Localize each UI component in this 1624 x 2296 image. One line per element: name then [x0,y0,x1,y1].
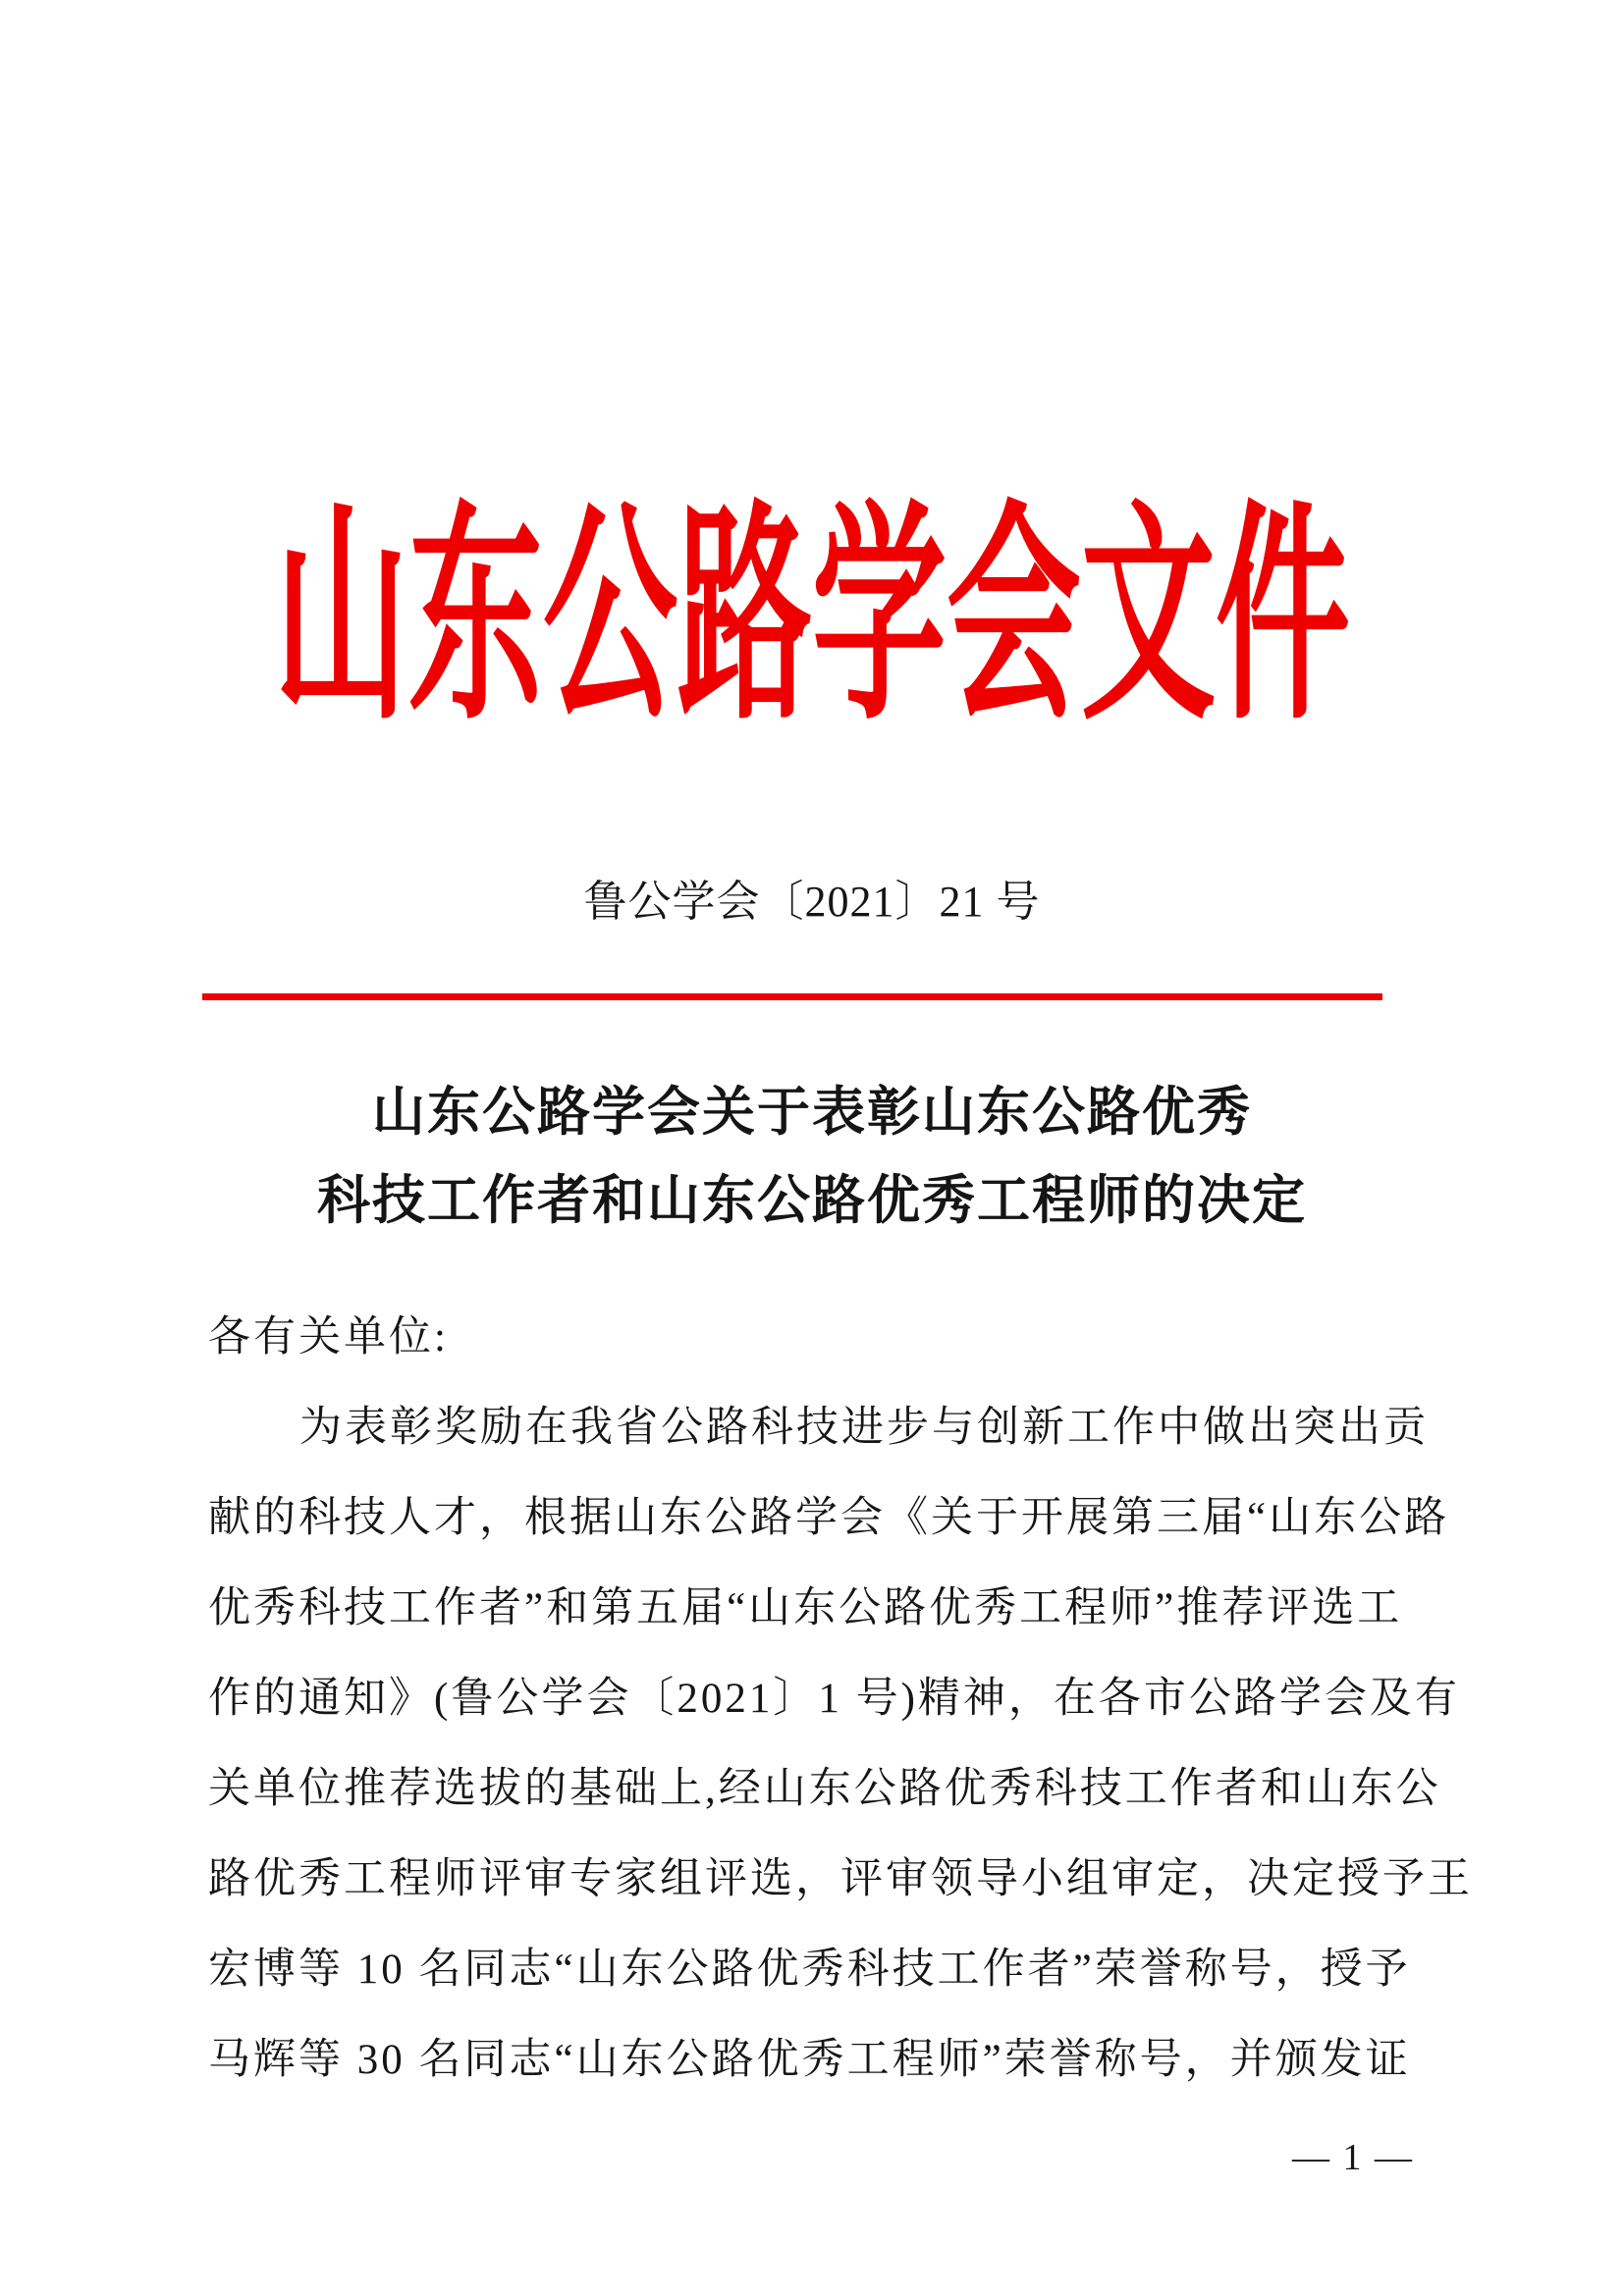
document-title [0,1068,1624,1245]
document-title-line1: 山东公路学会关于表彰山东公路优秀 [372,1083,1252,1142]
body-line: 路优秀工程师评审专家组评选，评审领导小组审定，决定授予王 [208,1856,1473,1902]
document-number: 鲁公学会〔2021〕21 号 [583,878,1041,926]
page-number: — 1 — [1292,2137,1414,2178]
body-line: 作的通知》(鲁公学会〔2021〕1 号)精神，在各市公路学会及有 [208,1676,1460,1722]
body-line: 马辉等 30 名同志“山东公路优秀工程师”荣誉称号，并颁发证 [208,2037,1411,2083]
document-body [208,1293,1473,2106]
letterhead-title: 山东公路学会文件 [273,489,1350,748]
body-line: 献的科技人才，根据山东公路学会《关于开展第三届“山东公路 [208,1495,1450,1541]
letterhead [0,489,1624,748]
body-line: 关单位推荐选拔的基础上,经山东公路优秀科技工作者和山东公 [208,1766,1441,1812]
salutation: 各有关单位: [208,1314,449,1361]
red-divider-rule [202,993,1382,1000]
body-line: 宏博等 10 名同志“山东公路优秀科技工作者”荣誉称号，授予 [208,1947,1411,1993]
body-line: 为表彰奖励在我省公路科技进步与创新工作中做出突出贡 [299,1405,1429,1451]
document-title-line2: 科技工作者和山东公路优秀工程师的决定 [317,1171,1307,1230]
body-line: 优秀科技工作者”和第五届“山东公路优秀工程师”推荐评选工 [208,1585,1403,1631]
